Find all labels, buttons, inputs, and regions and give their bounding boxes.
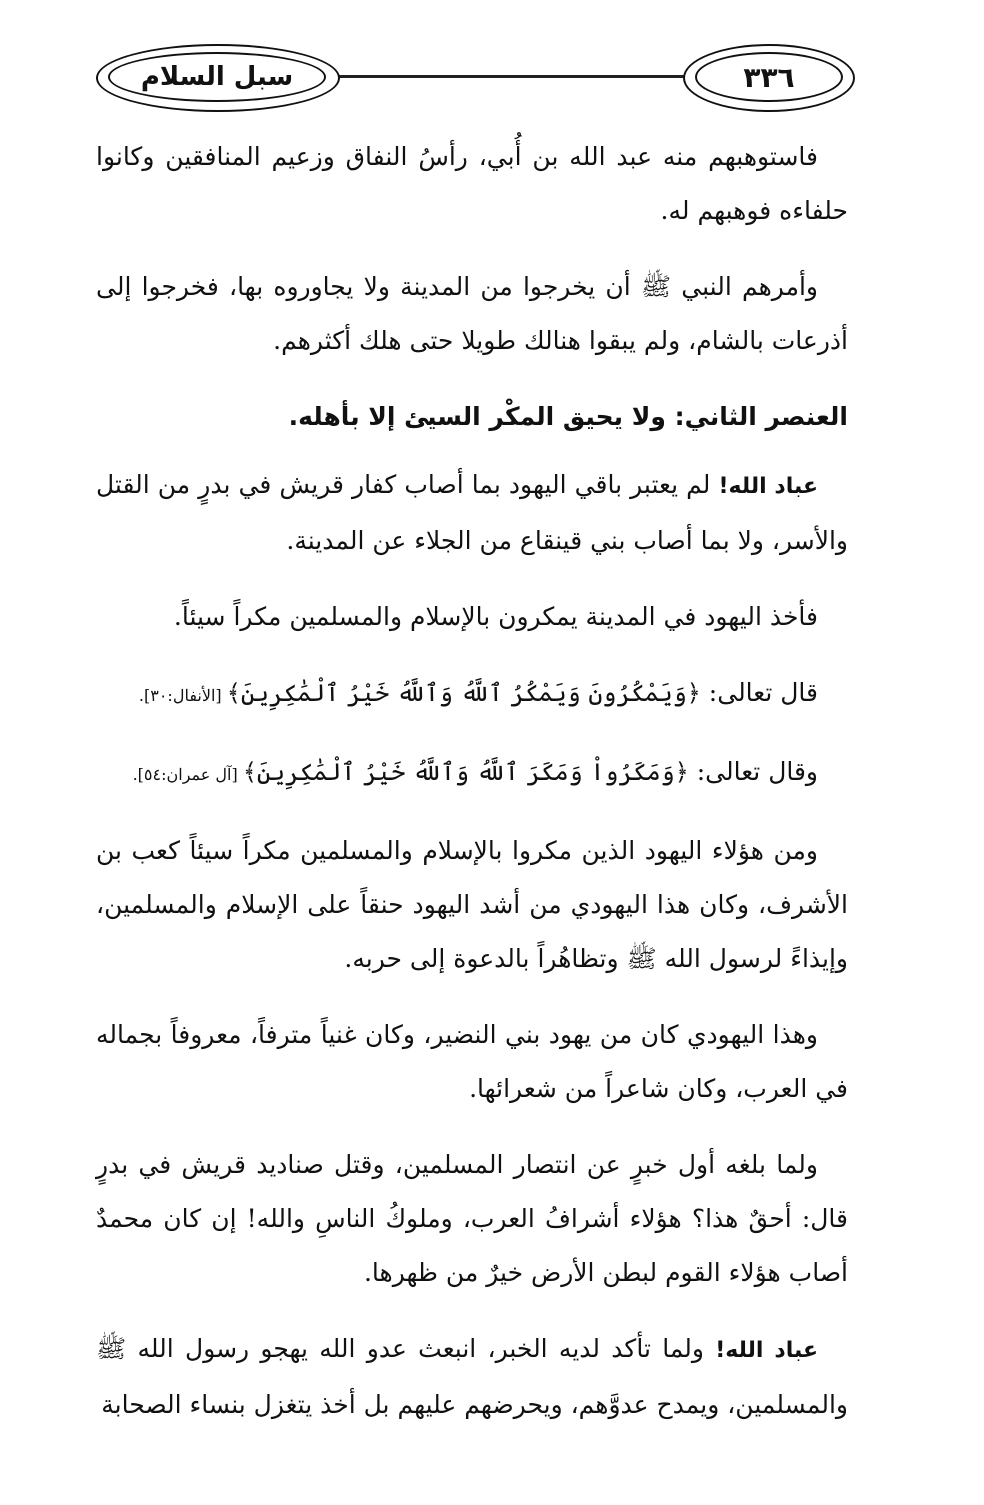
citation-intro: وقال تعالى: xyxy=(688,757,818,786)
paragraph-7: ولما بلغه أول خبرٍ عن انتصار المسلمين، وقتل صناديد قريش في بدرٍ قال: أحقٌ هذا؟ هؤلاء أشرافُ العرب، وملوكُ الناسِ والله! إن كان محمدٌ أصاب هؤلاء القوم لبطن الأرض خيرٌ من ظهرها. xyxy=(96,1150,848,1287)
paragraph-3 xyxy=(96,458,848,568)
quran-verse: ﴿وَيَمْكُرُونَ وَيَمْكُرُ ٱللَّهُ وَٱللَّهُ خَيْرُ ٱلْمَٰكِرِينَ﴾ xyxy=(226,679,701,707)
header-rule xyxy=(335,75,685,78)
paragraph-1: فاستوهبهم منه عبد الله بن أُبي، رأسُ النفاق وزعيم المنافقين وكانوا حلفاءه فوهبهم له. xyxy=(96,142,848,225)
paragraph-8 xyxy=(96,1322,848,1432)
page-number: ٣٣٦ xyxy=(695,52,843,102)
paragraph-2: وأمرهم النبي ﷺ أن يخرجوا من المدينة ولا يجاوروه بها، فخرجوا إلى أذرعات بالشام، ولم يبقوا هنالك طويلا حتى هلك أكثرهم. xyxy=(96,272,848,355)
paragraph-lead: عباد الله! xyxy=(718,474,818,499)
quran-citation-1 xyxy=(96,666,848,723)
paragraph-lead: عباد الله! xyxy=(715,1338,818,1363)
section-heading: العنصر الثاني: ولا يحيق المكْر السيئ إلا بأهله. xyxy=(288,402,848,431)
quran-verse: ﴿وَمَكَرُواْ وَمَكَرَ ٱللَّهُ وَٱللَّهُ خَيْرُ ٱلْمَٰكِرِينَ﴾ xyxy=(242,758,689,786)
paragraph-6: وهذا اليهودي كان من يهود بني النضير، وكان غنياً مترفاً، معروفاً بجماله في العرب، وكان شاعراً من شعرائها. xyxy=(96,1020,848,1103)
book-title: سبل السلام xyxy=(108,52,326,102)
verse-reference: [الأنفال:٣٠]. xyxy=(138,686,227,705)
paragraph-text: لم يعتبر باقي اليهود بما أصاب كفار قريش في بدرٍ من القتل والأسر، ولا بما أصاب بني قينقاع من الجلاء عن المدينة. xyxy=(96,470,848,555)
paragraph-4: فأخذ اليهود في المدينة يمكرون بالإسلام والمسلمين مكراً سيئاً. xyxy=(173,602,818,631)
citation-intro: قال تعالى: xyxy=(700,678,818,707)
quran-citation-2 xyxy=(96,745,848,802)
page-header xyxy=(0,0,984,130)
paragraph-text: ولما تأكد لديه الخبر، انبعث عدو الله يهجو رسول الله ﷺ والمسلمين، ويمدح عدوَّهم، ويحرضهم عليهم بل أخذ يتغزل بنساء الصحابة xyxy=(96,1334,848,1419)
paragraph-5: ومن هؤلاء اليهود الذين مكروا بالإسلام والمسلمين مكراً سيئاً كعب بن الأشرف، وكان هذا اليهودي من أشد اليهود حنقاً على الإسلام والمسلمين، وإيذاءً لرسول الله ﷺ وتظاهُراً بالدعوة إلى حربه. xyxy=(96,836,848,973)
verse-reference: [آل عمران:٥٤]. xyxy=(132,765,243,784)
page-body xyxy=(96,130,848,1454)
